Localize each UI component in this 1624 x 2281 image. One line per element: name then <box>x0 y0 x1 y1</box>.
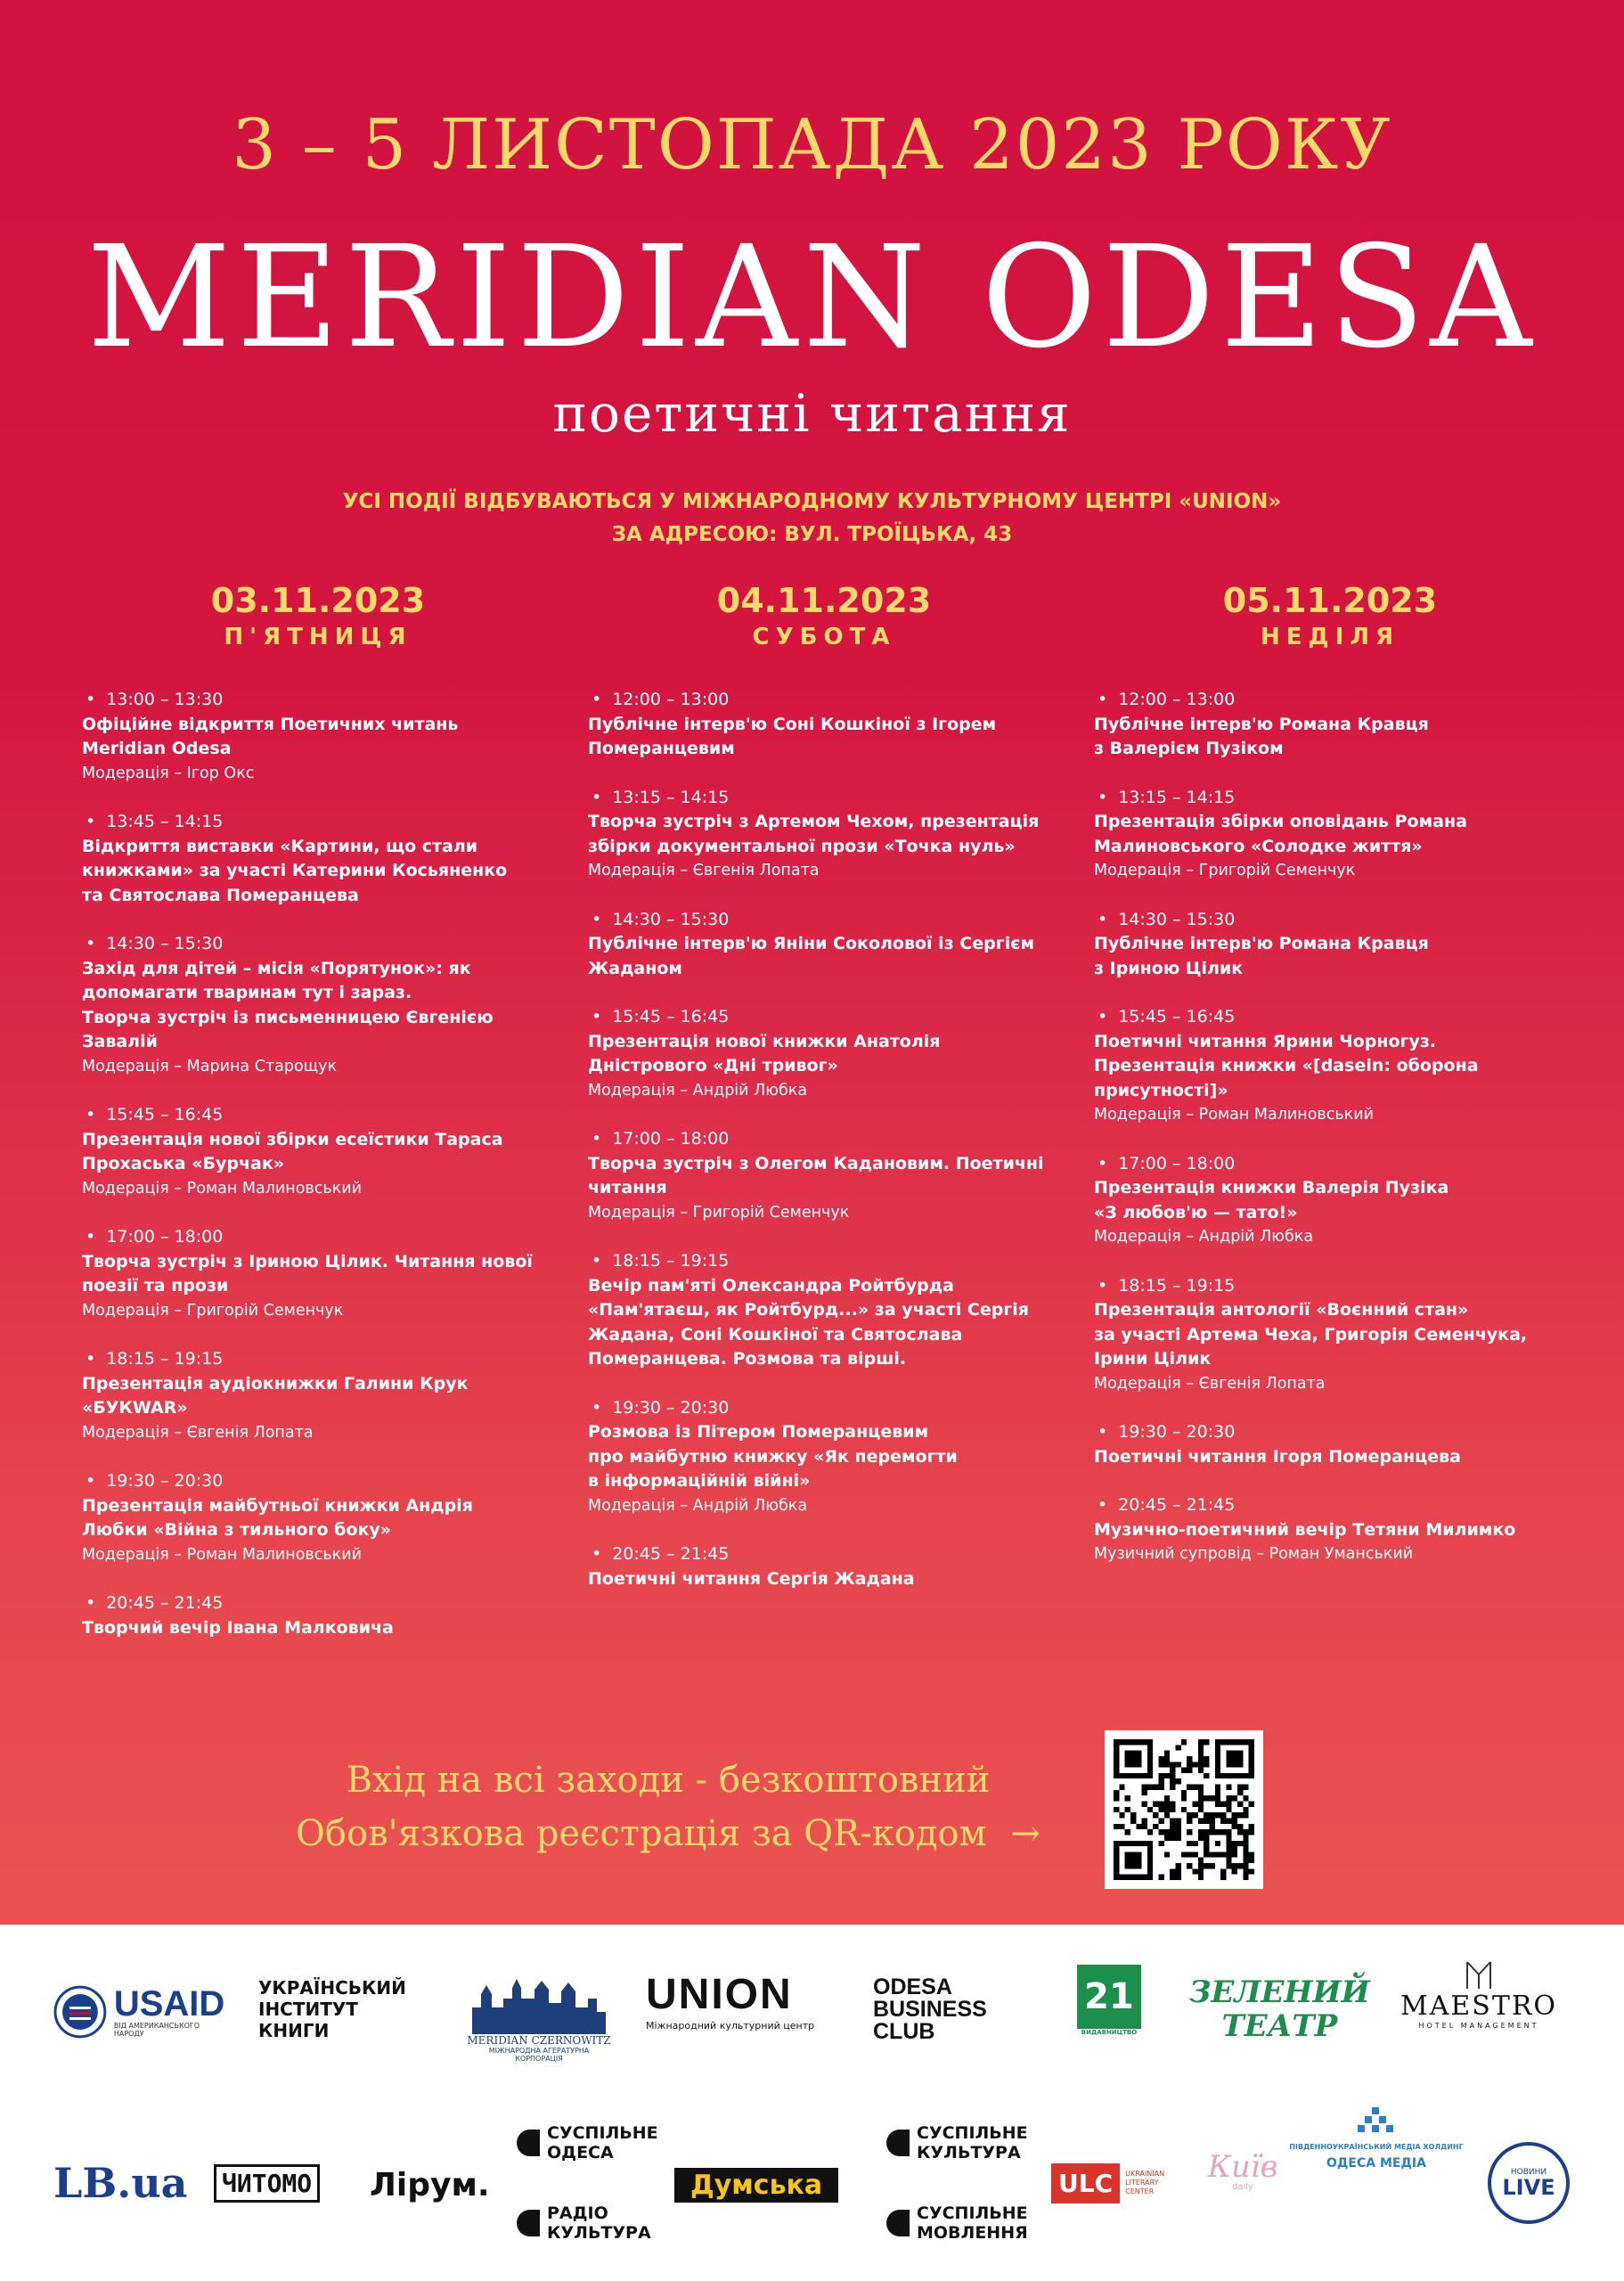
registration-text: Обов'язкова реєстрація за QR-кодом → <box>296 1813 1041 1854</box>
suspilne-kultura-logo: СУСПІЛЬНЕ КУЛЬТУРА <box>886 2107 1047 2179</box>
day-date: 05.11.2023 <box>1222 581 1438 620</box>
odesa-media-logo: ПІВДЕННОУКРАЇНСЬКИЙ МЕДІА ХОЛДИНГ ОДЕСА МЕДІА <box>1283 2107 1470 2223</box>
event-item <box>1094 688 1566 762</box>
city-skyline-icon <box>472 1972 606 2034</box>
suspilne-icon <box>517 2210 540 2236</box>
event-title: Творчий вечір Івана Малковича <box>82 1617 394 1638</box>
radio-kultura-logo: РАДІО КУЛЬТУРА <box>517 2187 677 2259</box>
event-time: • 15:45 – 16:45 <box>588 1005 1060 1030</box>
event-title: Публічне інтерв'ю Романа Кравця з Валерієм Пузіком <box>1094 714 1429 758</box>
maestro-crown-icon <box>1465 1960 1492 1991</box>
event-time: • 12:00 – 13:00 <box>588 688 1060 713</box>
suspilne-icon <box>886 2130 910 2156</box>
event-title: Творча зустріч з Іриною Цілик. Читання нової поезії та прози <box>82 1251 533 1296</box>
partners-strip <box>0 1925 1624 2281</box>
event-title: Музично-поетичний вечір Тетяни Милимко <box>1094 1519 1516 1540</box>
event-moderator: Модерація – Григорій Семенчук <box>82 1301 344 1320</box>
venue-line: УСІ ПОДІЇ ВІДБУВАЮТЬСЯ У МІЖНАРОДНОМУ КУЛЬТУРНОМУ ЦЕНТРІ «UNION» <box>342 490 1282 513</box>
day-column-2 <box>588 581 1060 1615</box>
day-date: 04.11.2023 <box>716 581 932 620</box>
event-title: Офіційне відкриття Поетичних читань Meridian Odesa <box>82 714 459 758</box>
event-time: • 13:15 – 14:15 <box>1094 786 1566 811</box>
union-logo: UNION Міжнародний культурний центр <box>646 1971 815 2032</box>
event-item <box>82 932 554 1079</box>
event-item <box>82 688 554 786</box>
venue-info <box>0 486 1624 552</box>
event-moderator: Модерація – Андрій Любка <box>588 1496 808 1515</box>
chytomo-logo: ЧИТОМО <box>214 2161 347 2205</box>
suspilne-icon <box>886 2210 910 2236</box>
event-title: Поетичні читання Ярини Чорногуз. Презентація книжки «[dasein: оборона присутності]» <box>1094 1031 1479 1100</box>
event-moderator: Модерація – Григорій Семенчук <box>588 1203 850 1222</box>
event-item <box>1094 908 1566 982</box>
event-time: • 20:45 – 21:45 <box>588 1542 1060 1567</box>
event-item <box>1094 1274 1566 1397</box>
event-title: Публічне інтерв'ю Яніни Соколової із Сергієм Жаданом <box>588 934 1034 978</box>
event-moderator: Модерація – Роман Малиновський <box>82 1179 362 1198</box>
event-item <box>588 1127 1060 1225</box>
event-item <box>1094 786 1566 884</box>
event-moderator: Модерація – Ігор Окс <box>82 764 255 782</box>
day-weekday: П'ЯТНИЦЯ <box>224 624 412 650</box>
address-line: ЗА АДРЕСОЮ: ВУЛ. ТРОЇЦЬКА, 43 <box>611 522 1013 546</box>
event-item <box>82 810 554 908</box>
day-column-1 <box>82 581 554 1664</box>
event-item <box>82 1225 554 1323</box>
festival-subtitle: поетичні читання <box>552 383 1072 444</box>
suspilne-icon <box>517 2130 540 2156</box>
suspilne-odesa-logo: СУСПІЛЬНЕ ОДЕСА <box>517 2107 677 2179</box>
event-title: Поетичні читання Сергія Жадана <box>588 1568 915 1589</box>
event-item <box>588 1396 1060 1519</box>
odesa-business-club-logo: ODESA BUSINESS CLUB <box>873 1974 987 2044</box>
day-date: 03.11.2023 <box>210 581 426 620</box>
event-time: • 15:45 – 16:45 <box>82 1103 554 1128</box>
media-holding-icon <box>1345 2107 1408 2143</box>
event-time: • 17:00 – 18:00 <box>82 1225 554 1250</box>
event-title: Поетичні читання Ігоря Померанцева <box>1094 1446 1461 1467</box>
event-item <box>588 1249 1060 1372</box>
event-time: • 12:00 – 13:00 <box>1094 688 1566 713</box>
event-item <box>1094 1005 1566 1128</box>
event-time: • 14:30 – 15:30 <box>1094 908 1566 933</box>
event-item <box>588 908 1060 982</box>
festival-title: MERIDIAN ODESA <box>86 216 1538 380</box>
event-title: Презентація книжки Валерія Пузіка «З любов'ю — тато!» <box>1094 1178 1449 1222</box>
event-item <box>588 1542 1060 1591</box>
event-item <box>1094 1493 1566 1567</box>
suspilne-movlennia-logo: СУСПІЛЬНЕ МОВЛЕННЯ <box>886 2187 1047 2259</box>
kyiv-daily-logo: Київ daily <box>1207 2149 1278 2192</box>
event-title: Вечір пам'яті Олександра Ройтбурда «Пам'ятаєш, як Ройтбурд...» за участі Сергія Жадана, Соні Кошкіної та Святослава Померанцева. Розмова та вірші. <box>588 1275 1030 1369</box>
event-time: • 14:30 – 15:30 <box>82 932 554 957</box>
event-item <box>82 1469 554 1567</box>
event-item <box>588 786 1060 884</box>
event-time: • 18:15 – 19:15 <box>82 1347 554 1372</box>
event-item <box>82 1591 554 1640</box>
event-time: • 13:15 – 14:15 <box>588 786 1060 811</box>
event-time: • 19:30 – 20:30 <box>588 1396 1060 1421</box>
event-item <box>1094 1420 1566 1469</box>
event-item <box>82 1103 554 1201</box>
event-time: • 13:45 – 14:15 <box>82 810 554 835</box>
publisher-21-logo: 21 ВИДАВНИЦТВО <box>1073 1965 1145 2054</box>
event-time: • 17:00 – 18:00 <box>588 1127 1060 1152</box>
event-moderator: Модерація – Марина Старощук <box>82 1057 338 1075</box>
event-title: Захід для дітей – місія «Порятунок»: як допомагати тваринам тут і зараз. Творча зустріч із письменницею Євгенією Завалій <box>82 958 494 1051</box>
arrow-right-icon: → <box>1010 1813 1041 1854</box>
event-title: Презентація нової збірки есеїстики Тараса Прохаська «Бурчак» <box>82 1129 503 1173</box>
day-weekday: СУБОТА <box>752 624 896 650</box>
event-moderator: Модерація – Роман Малиновський <box>1094 1106 1374 1124</box>
event-item <box>588 688 1060 762</box>
event-moderator: Модерація – Андрій Любка <box>1094 1228 1314 1246</box>
event-moderator: Музичний супровід – Роман Уманський <box>1094 1545 1414 1563</box>
event-title: Творча зустріч з Олегом Кадановим. Поетичні читання <box>588 1153 1044 1198</box>
qr-code-icon <box>1114 1739 1254 1880</box>
event-moderator: Модерація – Євгенія Лопата <box>82 1423 314 1442</box>
event-moderator: Модерація – Григорій Семенчук <box>1094 862 1356 879</box>
event-title: Творча зустріч з Артемом Чехом, презентація збірки документальної прози «Точка нуль» <box>588 812 1040 856</box>
lirum-logo: Лірум. <box>370 2166 490 2203</box>
event-moderator: Модерація – Євгенія Лопата <box>1094 1374 1326 1393</box>
green-theatre-logo: ЗЕЛЕНИЙ ТЕАТР <box>1189 1974 1370 2044</box>
event-list <box>1094 688 1566 1567</box>
event-title: Презентація нової книжки Анатолія Дністрового «Дні тривог» <box>588 1031 941 1075</box>
registration-note <box>241 1754 1096 1860</box>
event-item <box>82 1347 554 1445</box>
event-title: Презентація аудіокнижки Галини Крук «БУКWAR» <box>82 1373 469 1418</box>
event-time: • 18:15 – 19:15 <box>588 1249 1060 1274</box>
event-moderator: Модерація – Роман Малиновський <box>82 1545 362 1564</box>
event-moderator: Модерація – Євгенія Лопата <box>588 862 820 879</box>
event-title: Презентація антології «Воєнний стан» за участі Артема Чеха, Григорія Семенчука, Ірини Цілик <box>1094 1300 1528 1369</box>
event-time: • 18:15 – 19:15 <box>1094 1274 1566 1299</box>
festival-dates: 3 – 5 ЛИСТОПАДА 2023 РОКУ <box>232 105 1392 185</box>
event-item <box>588 1005 1060 1103</box>
lb-ua-logo: LB.ua <box>53 2159 188 2207</box>
ulc-logo: ULC UKRAINIAN LITERARY CENTER <box>1051 2152 1203 2214</box>
ukrainian-book-institute-logo: УКРАЇНСЬКИЙ ІНСТИТУТ КНИГИ <box>258 1977 406 2041</box>
event-title: Публічне інтерв'ю Романа Кравця з Іриною Цілик <box>1094 934 1429 978</box>
day-column-3 <box>1094 581 1566 1591</box>
event-time: • 13:00 – 13:30 <box>82 688 554 713</box>
publisher-21-icon: 21 <box>1077 1965 1141 2029</box>
event-time: • 15:45 – 16:45 <box>1094 1005 1566 1030</box>
event-title: Презентація майбутньої книжки Андрія Любки «Війна з тильного боку» <box>82 1495 473 1540</box>
event-time: • 19:30 – 20:30 <box>1094 1420 1566 1445</box>
event-time: • 20:45 – 21:45 <box>82 1591 554 1616</box>
meridian-czernowitz-logo: MERIDIAN CZERNOWITZ МІЖНАРОДНА АГЕРАТУРНА КОРПОРАЦІЯ <box>459 1947 619 2063</box>
event-title: Публічне інтерв'ю Соні Кошкіної з Ігорем Померанцевим <box>588 714 997 758</box>
event-title: Відкриття виставки «Картини, що стали книжками» за участі Катерини Косьяненко та Святослава Померанцева <box>82 836 508 905</box>
usaid-seal-icon <box>53 1985 107 2039</box>
event-item <box>1094 1152 1566 1250</box>
usaid-logo: USAID ВІД АМЕРИКАНСЬКОГО НАРОДУ <box>53 1967 232 2056</box>
event-time: • 19:30 – 20:30 <box>82 1469 554 1494</box>
maestro-logo: MAESTRO HOTEL MANAGEMENT <box>1381 1960 1577 2058</box>
event-list <box>82 688 554 1640</box>
day-weekday: НЕДІЛЯ <box>1261 624 1400 650</box>
free-entry-text: Вхід на всі заходи - безкоштовний <box>346 1760 991 1801</box>
event-title: Розмова із Пітером Померанцевим про майбутню книжку «Як перемогти в інформаційній війні» <box>588 1422 958 1491</box>
event-time: • 20:45 – 21:45 <box>1094 1493 1566 1518</box>
novyny-live-logo: НОВИНИ LIVE <box>1488 2138 1577 2228</box>
registration-qr-code[interactable] <box>1105 1730 1263 1889</box>
event-moderator: Модерація – Андрій Любка <box>588 1081 808 1100</box>
event-title: Презентація збірки оповідань Романа Малиновського «Солодке життя» <box>1094 812 1467 856</box>
event-time: • 14:30 – 15:30 <box>588 908 1060 933</box>
event-time: • 17:00 – 18:00 <box>1094 1152 1566 1177</box>
event-list <box>588 688 1060 1591</box>
dumska-logo: Думська <box>674 2163 853 2206</box>
